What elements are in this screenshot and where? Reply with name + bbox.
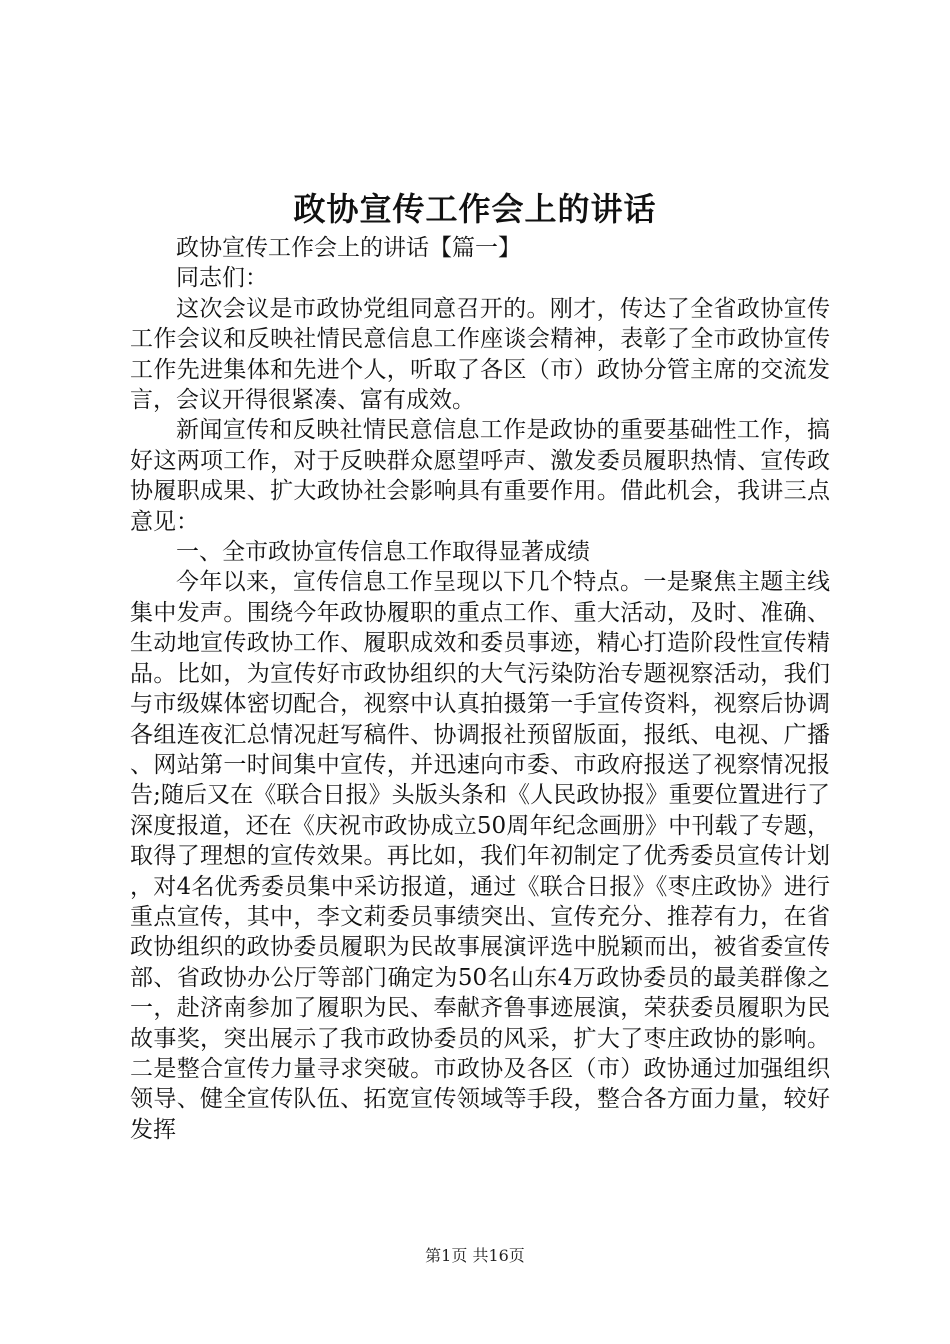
body-paragraph: 新闻宣传和反映社情民意信息工作是政协的重要基础性工作，搞好这两项工作，对于反映群众愿望呼声、激发委员履职热情、宣传政协履职成果、扩大政协社会影响具有重要作用。借此机会，我讲三点意见： (130, 417, 830, 535)
section-heading: 政协宣传工作会上的讲话【篇一】 (176, 235, 521, 261)
body-paragraph: 今年以来，宣传信息工作呈现以下几个特点。一是聚焦主题主线集中发声。围绕今年政协履职的重点工作、重大活动，及时、准确、生动地宣传政协工作、履职成效和委员事迹，精心打造阶段性宣传精品。比如，为宣传好市政协组织的大气污染防治专题视察活动，我们与市级媒体密切配合，视察中认真拍摄第一手宣传资料，视察后协调各组连夜汇总情况赶写稿件、协调报社预留版面，报纸、电视、广播、网站第一时间集中宣传，并迅速向市委、市政府报送了视察情况报告;随后又在《联合日报》头版头条和《人民政协报》重要位置进行了深度报道，还在《庆祝市政协成立50周年纪念画册》中刊载了专题，取得了理想的宣传效果。再比如，我们年初制定了优秀委员宣传计划，对4名优秀委员集中采访报道，通过《联合日报》《枣庄政协》进行重点宣传，其中，李文莉委员事绩突出、宣传充分、推荐有力，在省政协组织的政协委员履职为民故事展演评选中脱颖而出，被省委宣传部、省政协办公厅等部门确定为50名山东4万政协委员的最美群像之一，赴济南参加了履职为民、奉献齐鲁事迹展演，荣获委员履职为民故事奖，突出展示了我市政协委员的风采，扩大了枣庄政协的影响。二是整合宣传力量寻求突破。市政协及各区（市）政协通过加强组织领导、健全宣传队伍、拓宽宣传领域等手段，整合各方面力量，较好发挥 (130, 569, 830, 1143)
subsection-heading: 一、全市政协宣传信息工作取得显著成绩 (176, 539, 590, 566)
salutation: 同志们： (176, 265, 268, 292)
body-paragraph: 这次会议是市政协党组同意召开的。刚才，传达了全省政协宣传工作会议和反映社情民意信息工作座谈会精神，表彰了全市政协宣传工作先进集体和先进个人，听取了各区（市）政协分管主席的交流发言，会议开得很紧凑、富有成效。 (130, 295, 830, 414)
document-title: 政协宣传工作会上的讲话 (293, 190, 657, 228)
page-footer: 第1页 共16页 (425, 1246, 525, 1265)
document-body (130, 233, 830, 1145)
